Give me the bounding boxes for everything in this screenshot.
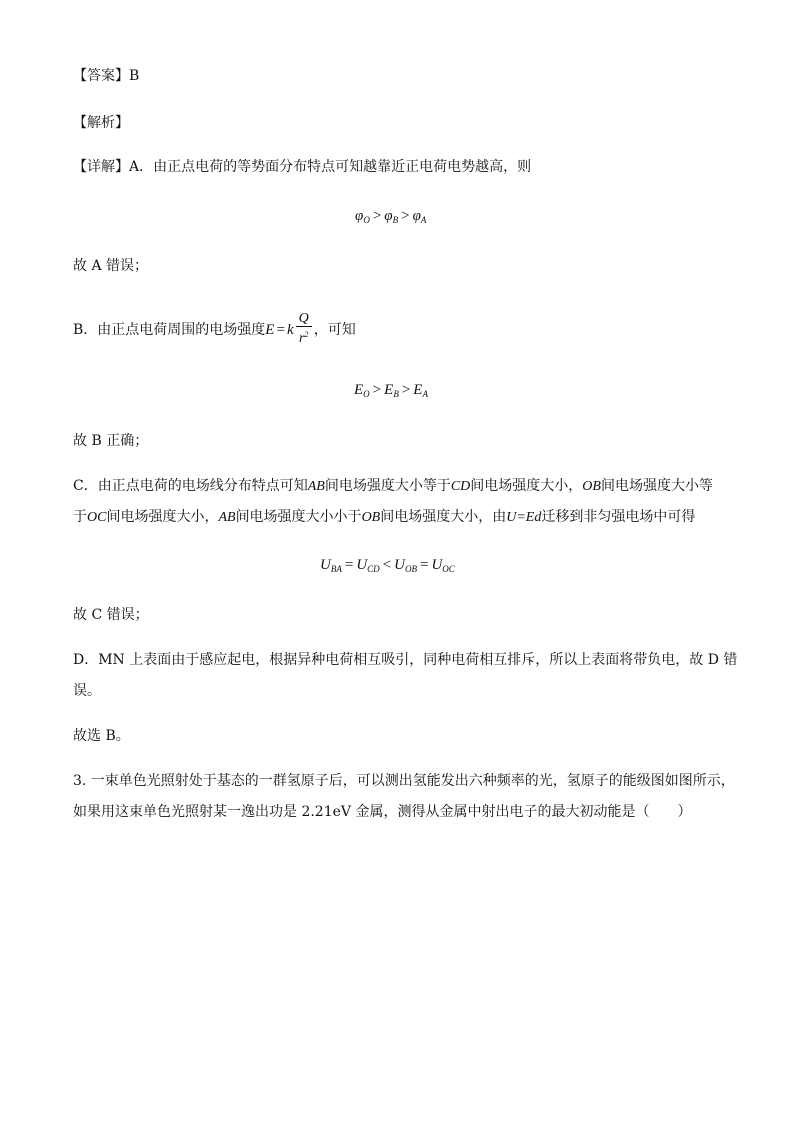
option-c-line1: C．由正点电荷的电场线分布特点可知AB间电场强度大小等于CD间电场强度大小，OB间电场强度大小等 bbox=[73, 478, 713, 494]
analysis-label: 【解析】 bbox=[73, 115, 129, 131]
formula-field-ineq: $E_O > E_B > E_A$ bbox=[354, 382, 428, 399]
question3-line2: 如果用这束单色光照射某一逸出功是 2.21eV 金属，测得从金属中射出电子的最大初动能是（ ） bbox=[73, 804, 692, 820]
option-c-line2: 于OC间电场强度大小，AB间电场强度大小小于OB间电场强度大小，由U=Ed迁移到非匀强电场中可得 bbox=[73, 509, 696, 525]
formula-field-strength: E = k $\frac{Q}{r^2}$ bbox=[265, 322, 313, 338]
option-a-text: A．由正点电荷的等势面分布特点可知越靠近正电荷电势越高，则 bbox=[129, 159, 532, 175]
option-b-text: B．由正点电荷周围的电场强度E = k $\frac{Q}{r^2}$ ，可知 bbox=[73, 311, 356, 347]
option-c-conclusion: 故 C 错误； bbox=[73, 607, 149, 623]
option-a-conclusion: 故 A 错误； bbox=[73, 258, 149, 274]
option-d-line2: 误。 bbox=[73, 683, 101, 699]
option-d-line1: D．MN 上表面由于感应起电，根据异种电荷相互吸引，同种电荷相互排斥，所以上表面将带负电，故 D 错 bbox=[73, 652, 738, 668]
answer-value: B bbox=[129, 68, 140, 84]
formula-voltage: $U_{BA} = U_{CD} < U_{OB} = U_{OC}$ bbox=[320, 557, 455, 574]
answer-line bbox=[73, 66, 139, 86]
detail-a-text bbox=[73, 157, 531, 177]
final-answer: 故选 B。 bbox=[73, 728, 130, 744]
formula-potential: $\varphi_O > \varphi_B > \varphi_A$ bbox=[355, 208, 427, 225]
answer-label: 【答案】 bbox=[73, 68, 129, 84]
detail-label: 【详解】 bbox=[73, 159, 129, 175]
option-b-conclusion: 故 B 正确； bbox=[73, 433, 149, 449]
question3-line1: 3. 一束单色光照射处于基态的一群氢原子后，可以测出氢能发出六种频率的光，氢原子的能级图如图所示， bbox=[73, 773, 735, 789]
